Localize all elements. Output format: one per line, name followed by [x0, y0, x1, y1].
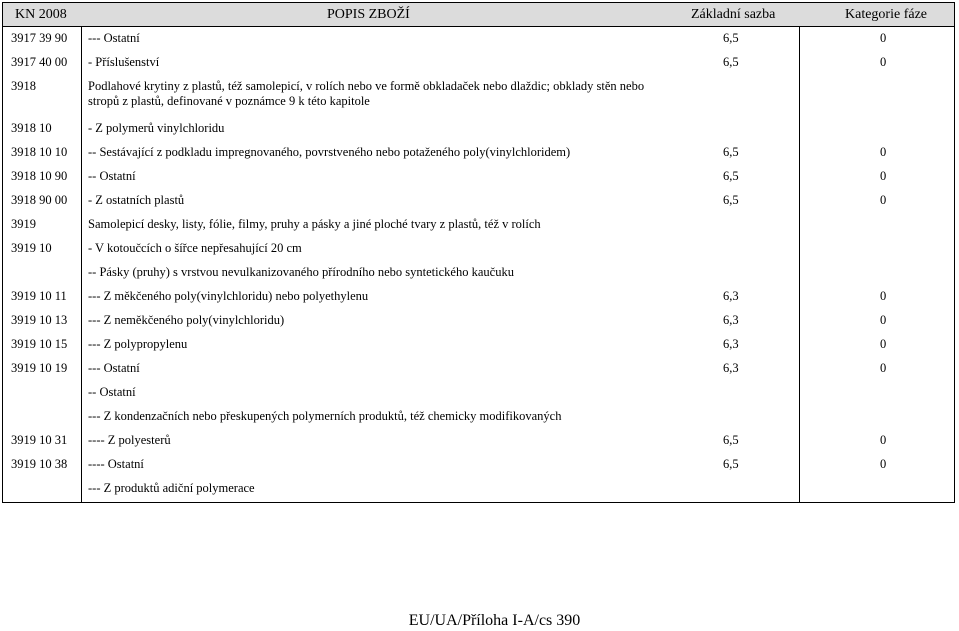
row-rate: 6,5: [723, 193, 739, 207]
page-footer: [0, 612, 959, 630]
row-description: --- Z neměkčeného poly(vinylchloridu): [88, 313, 285, 327]
row-description: - Z ostatních plastů: [88, 193, 185, 207]
row-description: - V kotoučcích o šířce nepřesahující 20 cm: [88, 241, 302, 255]
row-category: 0: [880, 289, 887, 303]
row-description: --- Z kondenzačních nebo přeskupených polymerních produktů, též chemicky modifikovaných: [88, 409, 562, 423]
row-code: 3919 10 15: [11, 337, 68, 351]
row-rate: 6,5: [723, 55, 739, 69]
row-rate: 6,3: [723, 289, 739, 303]
row-code: 3919 10 11: [11, 289, 67, 303]
row-category: 0: [880, 193, 887, 207]
row-description: --- Z měkčeného poly(vinylchloridu) nebo polyethylenu: [88, 289, 369, 303]
row-code: 3918 10: [11, 121, 52, 135]
footer-reference: EU/UA/Příloha I-A/cs 390: [408, 612, 581, 629]
row-code: 3917 39 90: [11, 31, 68, 45]
row-rate: 6,3: [723, 337, 739, 351]
table-header: [2, 2, 955, 27]
row-category: 0: [880, 31, 887, 45]
row-rate: 6,5: [723, 169, 739, 183]
header-sazba: Základní sazba: [691, 7, 776, 22]
row-description: Podlahové krytiny z plastů, též samolepicí, v rolích nebo ve formě obkladaček nebo dlaždic; obklady stěn nebo stropů z plastů, definované v poznámce 9 k této kapitole: [88, 79, 645, 108]
row-description: ---- Z polyesterů: [88, 433, 171, 447]
row-rate: 6,5: [723, 31, 739, 45]
row-description: - Z polymerů vinylchloridu: [88, 121, 225, 135]
row-description: --- Ostatní: [88, 31, 140, 45]
row-code: 3919 10 31: [11, 433, 68, 447]
column-divider: [81, 26, 82, 502]
row-description: --- Z polypropylenu: [88, 337, 188, 351]
row-rate: 6,3: [723, 313, 739, 327]
row-code: 3918 90 00: [11, 193, 68, 207]
row-category: 0: [880, 169, 887, 183]
row-description: -- Ostatní: [88, 169, 136, 183]
row-category: 0: [880, 457, 887, 471]
row-rate: 6,5: [723, 433, 739, 447]
row-code: 3918: [11, 79, 36, 93]
row-category: 0: [880, 313, 887, 327]
row-description: -- Sestávající z podkladu impregnovaného, povrstveného nebo potaženého poly(vinylchloridem): [88, 145, 571, 159]
column-divider: [799, 26, 800, 502]
row-code: 3918 10 10: [11, 145, 68, 159]
row-description: --- Z produktů adiční polymerace: [88, 481, 255, 495]
row-description: Samolepicí desky, listy, fólie, filmy, pruhy a pásky a jiné ploché tvary z plastů, též v rolích: [88, 217, 541, 231]
row-code: 3919 10 19: [11, 361, 68, 375]
row-code: 3919: [11, 217, 36, 231]
row-code: 3917 40 00: [11, 55, 68, 69]
row-category: 0: [880, 145, 887, 159]
row-description: - Příslušenství: [88, 55, 160, 69]
row-rate: 6,3: [723, 361, 739, 375]
row-category: 0: [880, 361, 887, 375]
row-description: -- Ostatní: [88, 385, 136, 399]
row-code: 3918 10 90: [11, 169, 68, 183]
row-description: --- Ostatní: [88, 361, 140, 375]
row-category: 0: [880, 433, 887, 447]
row-code: 3919 10 13: [11, 313, 68, 327]
tariff-table: [2, 26, 955, 503]
row-category: 0: [880, 337, 887, 351]
row-rate: 6,5: [723, 145, 739, 159]
row-rate: 6,5: [723, 457, 739, 471]
header-kn: KN 2008: [15, 7, 67, 22]
header-kategorie: Kategorie fáze: [845, 7, 927, 22]
row-code: 3919 10 38: [11, 457, 68, 471]
row-category: 0: [880, 55, 887, 69]
row-code: 3919 10: [11, 241, 52, 255]
header-popis: POPIS ZBOŽÍ: [327, 7, 410, 22]
row-description: -- Pásky (pruhy) s vrstvou nevulkanizovaného přírodního nebo syntetického kaučuku: [88, 265, 514, 279]
row-description: ---- Ostatní: [88, 457, 144, 471]
